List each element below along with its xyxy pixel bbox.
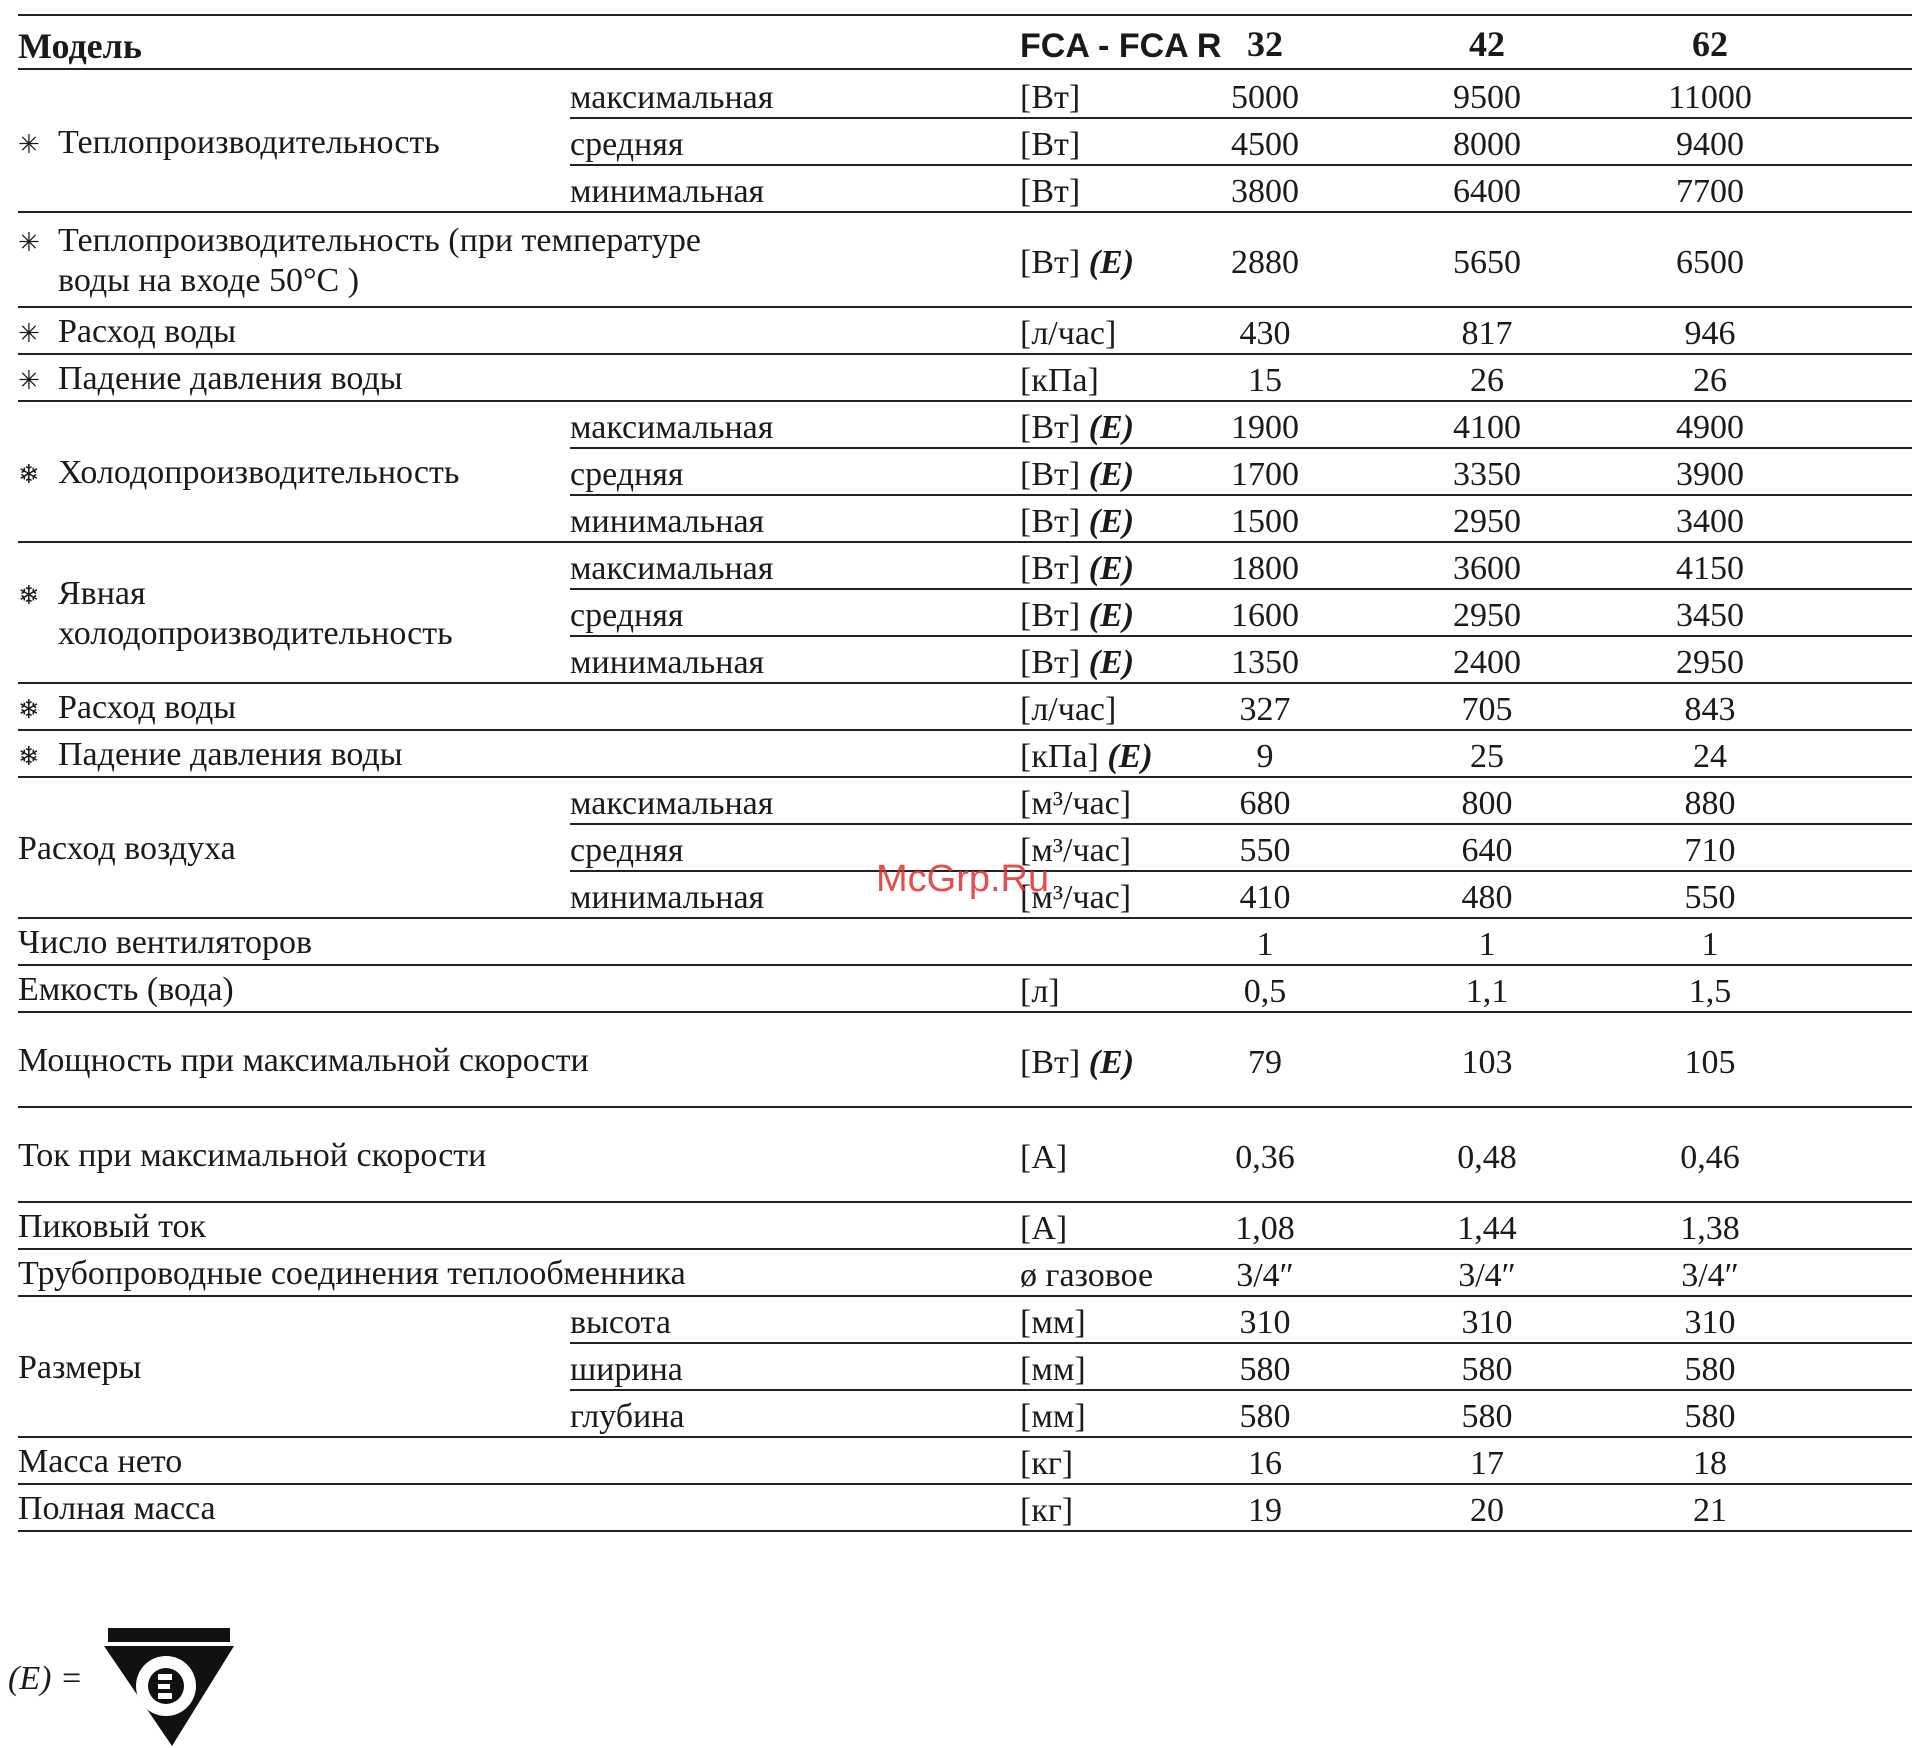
row-label	[18, 359, 403, 401]
value-cell: 20	[1470, 1491, 1504, 1529]
value-cell: 11000	[1668, 78, 1752, 116]
row-label	[18, 1442, 182, 1482]
value-cell: 550	[1239, 831, 1291, 869]
unit-text: [Вт]	[1020, 643, 1081, 681]
row-label	[18, 735, 403, 777]
row-divider	[18, 1106, 1912, 1108]
unit-text: [Вт]	[1020, 125, 1081, 163]
row-divider	[18, 353, 1912, 355]
value-cell: 1,38	[1680, 1209, 1740, 1247]
row-sublabel: средняя	[570, 831, 684, 869]
unit-text: [л/час]	[1020, 690, 1117, 728]
row-unit	[1020, 1444, 1073, 1484]
row-unit	[1020, 549, 1134, 589]
row-divider	[570, 870, 1912, 872]
value-cell: 18	[1693, 1444, 1727, 1482]
value-cell: 105	[1684, 1043, 1736, 1081]
unit-text: [мм]	[1020, 1350, 1086, 1388]
value-cell: 640	[1461, 831, 1513, 869]
value-cell: 9500	[1453, 78, 1521, 116]
row-label-text: Полная масса	[18, 1489, 216, 1527]
model-header-label: Модель	[18, 26, 142, 66]
value-cell: 1,44	[1457, 1209, 1517, 1247]
row-label-text: Падение давления воды	[58, 359, 403, 397]
unit-text: [м³/час]	[1020, 831, 1132, 869]
value-cell: 550	[1684, 878, 1736, 916]
value-cell: 0,46	[1680, 1138, 1740, 1176]
row-divider	[18, 14, 1912, 16]
value-cell: 3/4″	[1681, 1256, 1739, 1294]
value-cell: 26	[1693, 361, 1727, 399]
value-cell: 21	[1693, 1491, 1727, 1529]
value-cell: 705	[1461, 690, 1513, 728]
value-cell: 1,08	[1235, 1209, 1295, 1247]
row-sublabel: максимальная	[570, 408, 774, 446]
legend-text: (E) =	[8, 1660, 83, 1697]
row-label-text: Теплопроизводительность (при температуре	[58, 221, 701, 259]
row-divider	[18, 1248, 1912, 1250]
value-cell: 3600	[1453, 549, 1521, 587]
row-unit	[1020, 972, 1060, 1012]
value-cell: 7700	[1676, 172, 1744, 210]
value-cell: 9	[1256, 737, 1274, 775]
row-unit	[1020, 172, 1080, 212]
value-cell: 3900	[1676, 455, 1744, 493]
eurovent-mark: (E)	[1080, 596, 1135, 634]
row-sublabel: максимальная	[570, 784, 774, 822]
unit-text: [Вт]	[1020, 455, 1081, 493]
value-cell: 2950	[1676, 643, 1744, 681]
row-label	[18, 1136, 486, 1176]
unit-text: [кг]	[1020, 1491, 1074, 1529]
value-cell: 410	[1239, 878, 1291, 916]
row-divider	[570, 117, 1912, 119]
row-label-text: Размеры	[18, 1348, 142, 1386]
eurovent-mark: (E)	[1080, 243, 1135, 281]
model-header-42: 42	[1469, 24, 1505, 64]
unit-text: [кг]	[1020, 1444, 1074, 1482]
value-cell: 3350	[1453, 455, 1521, 493]
row-unit	[1020, 690, 1116, 730]
snowflake-icon: ❄	[18, 694, 40, 725]
unit-text: [м³/час]	[1020, 784, 1132, 822]
row-unit	[1020, 314, 1116, 354]
row-sublabel: ширина	[570, 1350, 683, 1388]
row-label-text: Холодопроизводительность	[58, 453, 460, 491]
snowflake-icon: ❄	[18, 741, 40, 772]
row-label	[18, 123, 440, 165]
eurovent-mark: (E)	[1080, 643, 1135, 681]
eurovent-mark: (E)	[1080, 1043, 1135, 1081]
row-unit	[1020, 1491, 1073, 1531]
row-unit	[1020, 596, 1134, 636]
row-label-text: Трубопроводные соединения теплообменника	[18, 1254, 686, 1292]
sun-icon: ✳	[18, 365, 40, 396]
value-cell: 4900	[1676, 408, 1744, 446]
row-divider	[18, 306, 1912, 308]
value-cell: 1	[1256, 925, 1274, 963]
value-cell: 1800	[1231, 549, 1299, 587]
unit-text: ø газовое	[1020, 1256, 1154, 1294]
row-divider	[18, 1483, 1912, 1485]
value-cell: 2950	[1453, 502, 1521, 540]
sun-icon: ✳	[18, 318, 40, 349]
row-unit	[1020, 1397, 1086, 1437]
unit-text: [А]	[1020, 1138, 1068, 1176]
unit-text: [л]	[1020, 972, 1060, 1010]
row-divider	[570, 588, 1912, 590]
model-header-62: 62	[1692, 24, 1728, 64]
eurovent-mark: (E)	[1080, 502, 1135, 540]
eurovent-logo-icon	[104, 1628, 234, 1748]
value-cell: 817	[1461, 314, 1513, 352]
value-cell: 1	[1478, 925, 1496, 963]
value-cell: 16	[1248, 1444, 1282, 1482]
value-cell: 8000	[1453, 125, 1521, 163]
unit-text: [Вт]	[1020, 596, 1081, 634]
row-unit	[1020, 1043, 1134, 1083]
value-cell: 327	[1239, 690, 1291, 728]
unit-text: [Вт]	[1020, 78, 1081, 116]
value-cell: 1900	[1231, 408, 1299, 446]
value-cell: 6500	[1676, 243, 1744, 281]
value-cell: 1700	[1231, 455, 1299, 493]
value-cell: 19	[1248, 1491, 1282, 1529]
value-cell: 1	[1701, 925, 1719, 963]
sun-icon: ✳	[18, 227, 40, 258]
value-cell: 1350	[1231, 643, 1299, 681]
value-cell: 1600	[1231, 596, 1299, 634]
eurovent-legend	[8, 1660, 83, 1698]
value-cell: 880	[1684, 784, 1736, 822]
value-cell: 680	[1239, 784, 1291, 822]
eurovent-mark: (E)	[1098, 737, 1153, 775]
row-divider	[570, 1342, 1912, 1344]
value-cell: 580	[1684, 1397, 1736, 1435]
row-label-text: Ток при максимальной скорости	[18, 1136, 487, 1174]
value-cell: 580	[1461, 1350, 1513, 1388]
unit-text: [кПа]	[1020, 361, 1099, 399]
row-unit	[1020, 1303, 1086, 1343]
unit-text: [мм]	[1020, 1397, 1086, 1435]
row-label	[18, 574, 146, 616]
row-label	[18, 1489, 216, 1529]
value-cell: 310	[1239, 1303, 1291, 1341]
unit-text: [Вт]	[1020, 549, 1081, 587]
row-unit	[1020, 78, 1080, 118]
row-label	[18, 221, 701, 263]
value-cell: 3/4″	[1236, 1256, 1294, 1294]
row-divider	[18, 400, 1912, 402]
row-unit	[1020, 1209, 1067, 1249]
value-cell: 4150	[1676, 549, 1744, 587]
value-cell: 1,5	[1688, 972, 1732, 1010]
row-unit	[1020, 125, 1080, 165]
eurovent-mark: (E)	[1080, 549, 1135, 587]
value-cell: 3450	[1676, 596, 1744, 634]
row-label-text: Емкость (вода)	[18, 970, 234, 1008]
unit-text: [мм]	[1020, 1303, 1086, 1341]
row-sublabel: высота	[570, 1303, 671, 1341]
unit-text: [Вт]	[1020, 172, 1081, 210]
row-divider	[18, 68, 1912, 70]
row-unit	[1020, 1138, 1067, 1178]
row-sublabel: средняя	[570, 455, 684, 493]
row-label	[18, 1207, 206, 1247]
row-divider	[570, 164, 1912, 166]
row-sublabel: средняя	[570, 596, 684, 634]
unit-text: [А]	[1020, 1209, 1068, 1247]
row-divider	[570, 823, 1912, 825]
value-cell: 6400	[1453, 172, 1521, 210]
row-divider	[18, 1011, 1912, 1013]
row-unit	[1020, 1256, 1153, 1296]
value-cell: 5650	[1453, 243, 1521, 281]
value-cell: 1,1	[1465, 972, 1509, 1010]
value-cell: 3400	[1676, 502, 1744, 540]
model-header-32: 32	[1247, 24, 1283, 64]
row-label	[18, 829, 236, 869]
snowflake-icon: ❄	[18, 580, 40, 611]
row-label	[18, 923, 312, 963]
value-cell: 15	[1248, 361, 1282, 399]
value-cell: 310	[1461, 1303, 1513, 1341]
value-cell: 0,5	[1243, 972, 1287, 1010]
row-label	[18, 1041, 589, 1081]
unit-text: [Вт]	[1020, 1043, 1081, 1081]
sun-icon: ✳	[18, 129, 40, 160]
row-sublabel: максимальная	[570, 78, 774, 116]
row-sublabel: минимальная	[570, 172, 765, 210]
value-cell: 1500	[1231, 502, 1299, 540]
value-cell: 580	[1684, 1350, 1736, 1388]
value-cell: 580	[1239, 1350, 1291, 1388]
value-cell: 9400	[1676, 125, 1744, 163]
value-cell: 710	[1684, 831, 1736, 869]
row-label-text: Явная	[58, 574, 146, 612]
value-cell: 24	[1693, 737, 1727, 775]
row-label-text: Теплопроизводительность	[58, 123, 440, 161]
row-divider	[18, 1295, 1912, 1297]
unit-text: [кПа]	[1020, 737, 1099, 775]
value-cell: 3/4″	[1458, 1256, 1516, 1294]
value-cell: 2950	[1453, 596, 1521, 634]
row-unit	[1020, 361, 1099, 401]
row-label-text: Мощность при максимальной скорости	[18, 1041, 589, 1079]
row-divider	[18, 1201, 1912, 1203]
row-divider	[18, 776, 1912, 778]
value-cell: 4500	[1231, 125, 1299, 163]
row-label	[18, 312, 236, 354]
watermark: McGrp.Ru	[876, 858, 1050, 900]
row-divider	[570, 1389, 1912, 1391]
value-cell: 946	[1684, 314, 1736, 352]
value-cell: 2880	[1231, 243, 1299, 281]
row-sublabel: максимальная	[570, 549, 774, 587]
row-unit	[1020, 455, 1134, 495]
row-label	[18, 688, 236, 730]
row-divider	[18, 1530, 1912, 1532]
row-divider	[570, 447, 1912, 449]
value-cell: 3800	[1231, 172, 1299, 210]
value-cell: 800	[1461, 784, 1513, 822]
snowflake-icon: ❄	[18, 459, 40, 490]
unit-text: [Вт]	[1020, 408, 1081, 446]
value-cell: 430	[1239, 314, 1291, 352]
row-divider	[18, 682, 1912, 684]
row-divider	[18, 211, 1912, 213]
row-label-text: Расход воздуха	[18, 829, 236, 867]
row-label-text: Падение давления воды	[58, 735, 403, 773]
eurovent-mark: (E)	[1080, 455, 1135, 493]
series-header-label: FCA - FCA R	[1020, 27, 1222, 65]
value-cell: 480	[1461, 878, 1513, 916]
value-cell: 4100	[1453, 408, 1521, 446]
row-sublabel: глубина	[570, 1397, 685, 1435]
value-cell: 2400	[1453, 643, 1521, 681]
row-sublabel: минимальная	[570, 502, 765, 540]
value-cell: 0,48	[1457, 1138, 1517, 1176]
value-cell: 26	[1470, 361, 1504, 399]
unit-text: [м³/час]	[1020, 878, 1132, 916]
row-label-text: Масса нето	[18, 1442, 183, 1480]
row-label-text: Пиковый ток	[18, 1207, 207, 1245]
row-unit	[1020, 408, 1134, 448]
row-label-text: Расход воды	[58, 688, 237, 726]
eurovent-mark: (E)	[1080, 408, 1135, 446]
row-label-line2: воды на входе 50°C )	[58, 261, 360, 299]
value-cell: 5000	[1231, 78, 1299, 116]
unit-text: [Вт]	[1020, 243, 1081, 281]
row-divider	[570, 635, 1912, 637]
row-unit	[1020, 784, 1131, 824]
row-divider	[18, 964, 1912, 966]
row-sublabel: минимальная	[570, 878, 765, 916]
row-sublabel: средняя	[570, 125, 684, 163]
value-cell: 310	[1684, 1303, 1736, 1341]
row-sublabel: минимальная	[570, 643, 765, 681]
row-label-line2: холодопроизводительность	[58, 614, 453, 652]
value-cell: 580	[1461, 1397, 1513, 1435]
row-divider	[18, 541, 1912, 543]
value-cell: 0,36	[1235, 1138, 1295, 1176]
row-divider	[18, 1436, 1912, 1438]
value-cell: 17	[1470, 1444, 1504, 1482]
row-unit	[1020, 1350, 1086, 1390]
row-label	[18, 1254, 686, 1294]
value-cell: 79	[1248, 1043, 1282, 1081]
row-unit	[1020, 502, 1134, 542]
row-unit	[1020, 737, 1153, 777]
row-divider	[570, 494, 1912, 496]
unit-text: [Вт]	[1020, 502, 1081, 540]
unit-text: [л/час]	[1020, 314, 1117, 352]
row-label	[18, 970, 234, 1010]
row-divider	[18, 729, 1912, 731]
value-cell: 103	[1461, 1043, 1513, 1081]
row-unit	[1020, 643, 1134, 683]
row-label	[18, 1348, 141, 1388]
row-unit	[1020, 243, 1134, 283]
row-divider	[18, 917, 1912, 919]
value-cell: 580	[1239, 1397, 1291, 1435]
row-label	[18, 453, 459, 495]
value-cell: 843	[1684, 690, 1736, 728]
value-cell: 25	[1470, 737, 1504, 775]
row-label-text: Число вентиляторов	[18, 923, 313, 961]
row-label-text: Расход воды	[58, 312, 237, 350]
